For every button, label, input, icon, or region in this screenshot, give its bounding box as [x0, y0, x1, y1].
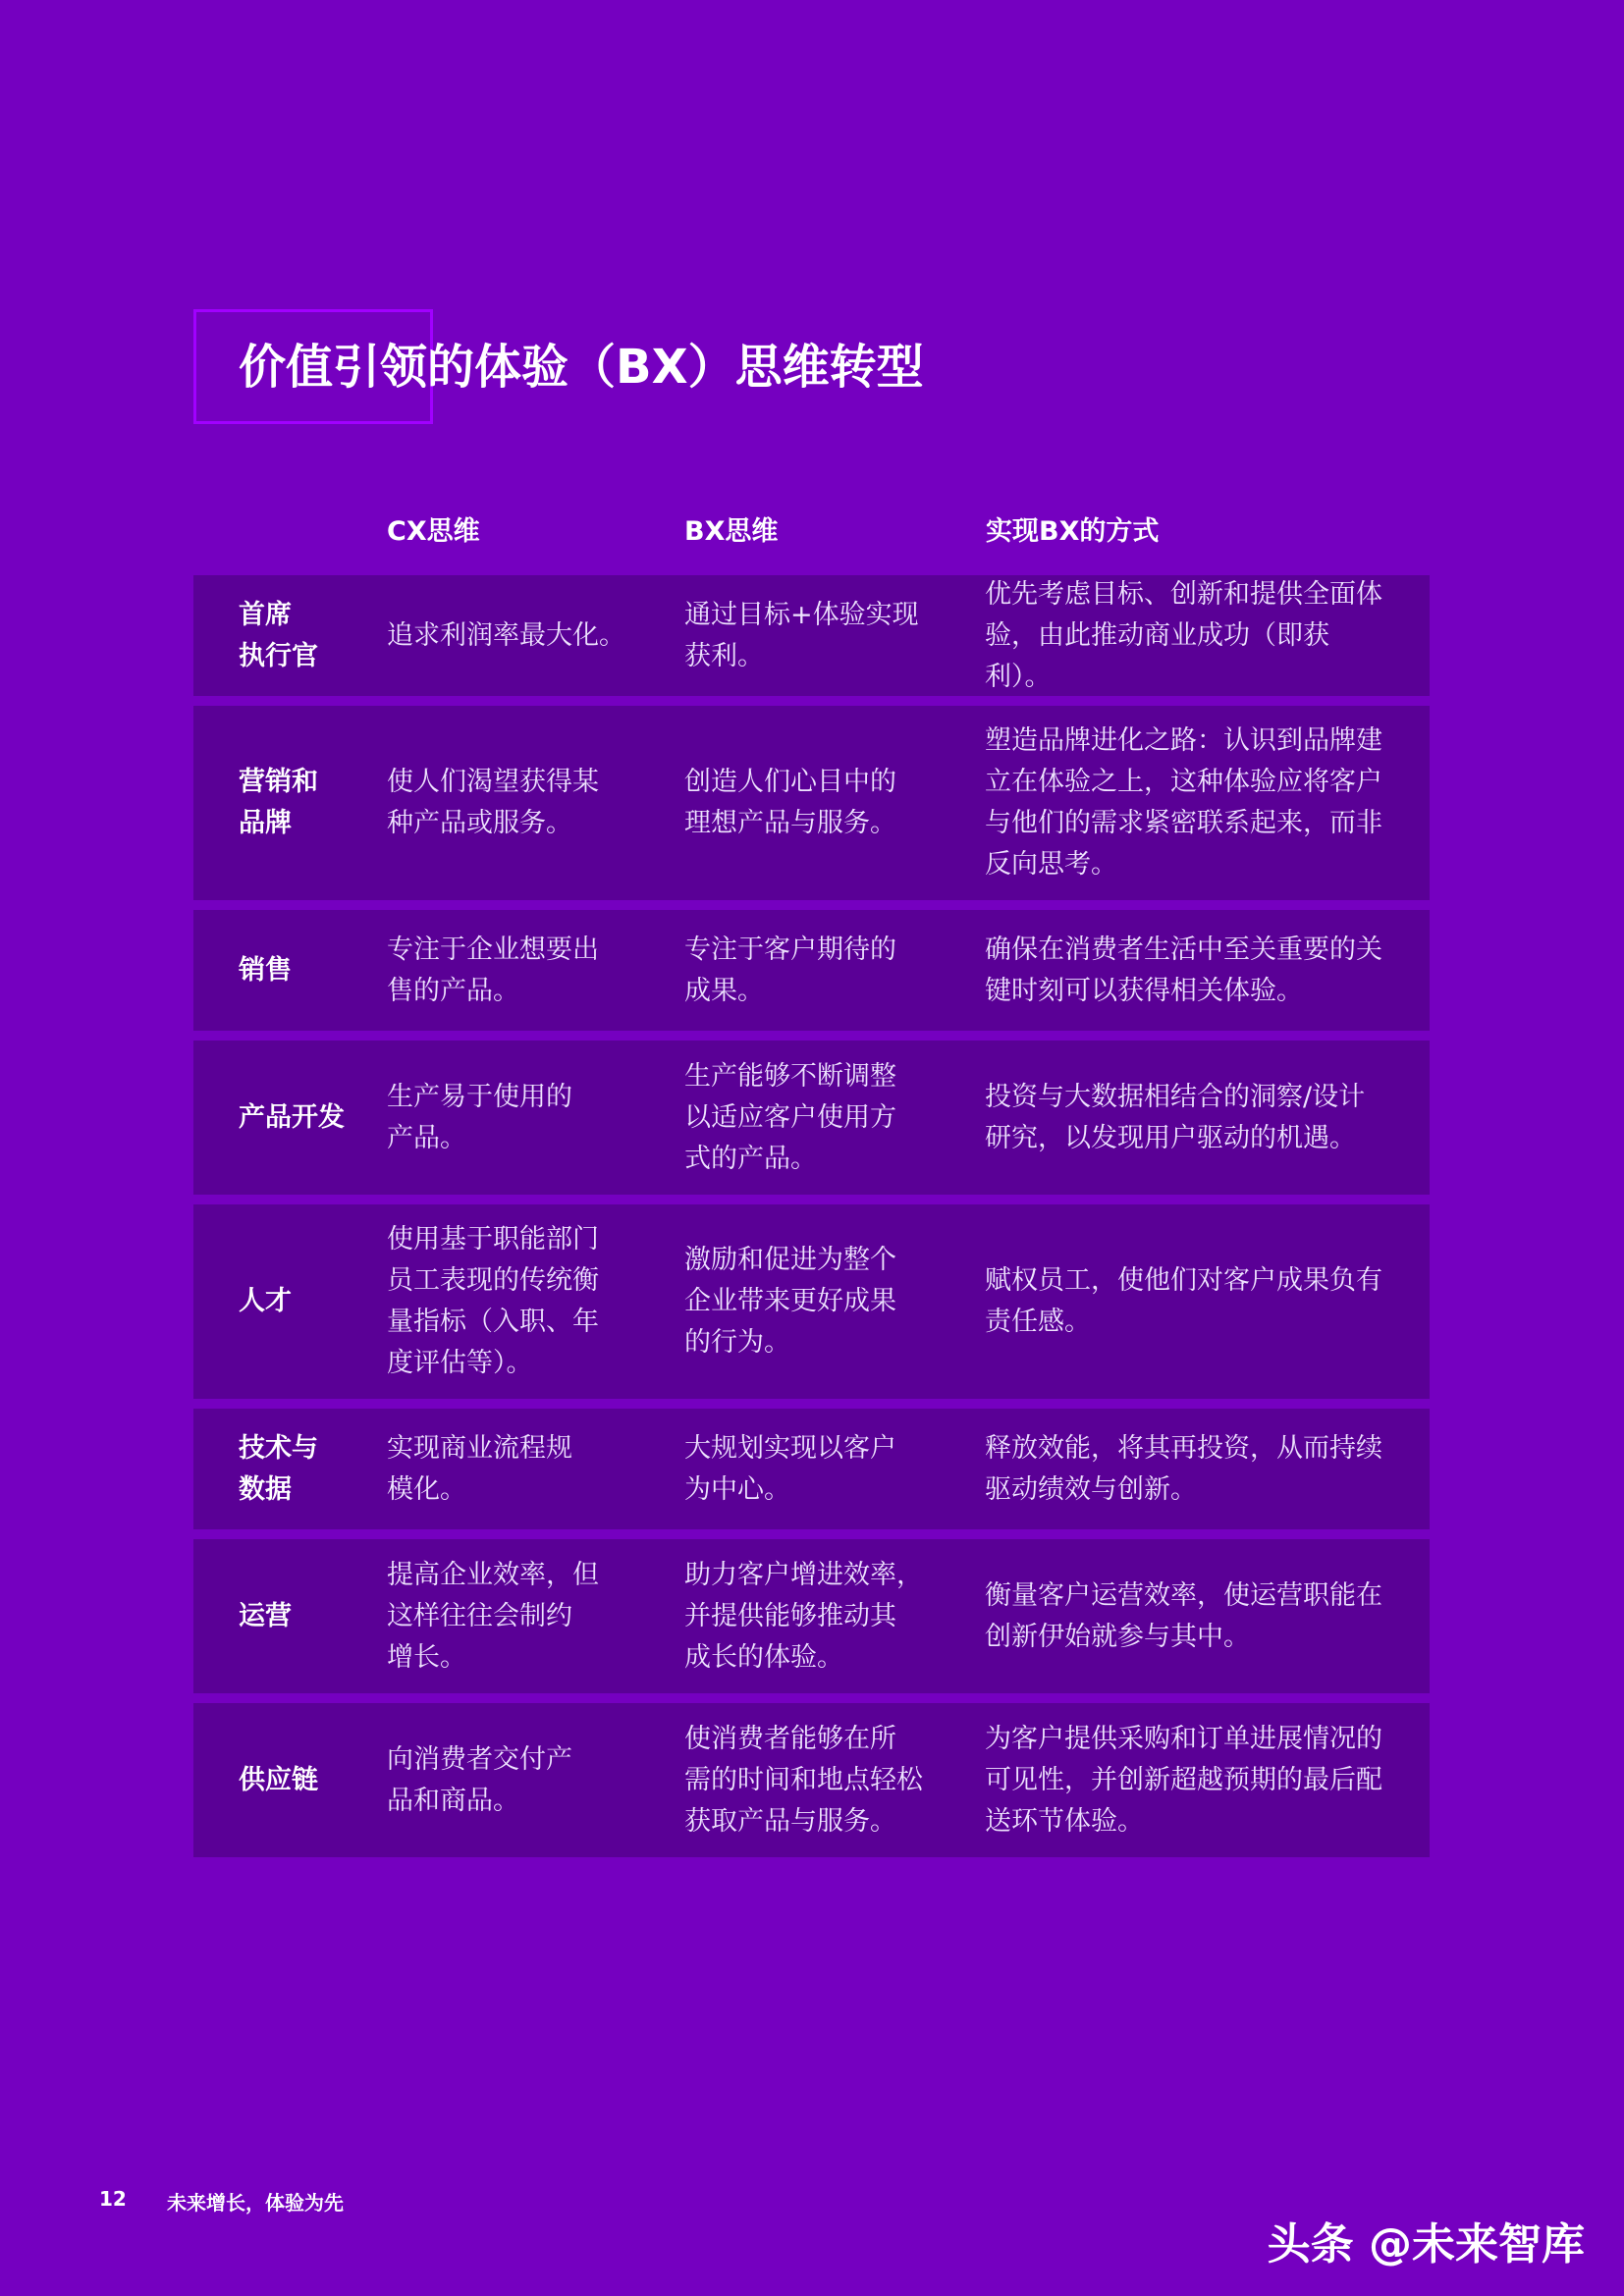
- bx-cell: 大规划实现以客户 为中心。: [684, 1432, 896, 1505]
- page-title: 价值引领的体验（BX）思维转型: [239, 340, 924, 395]
- table-row: [193, 1204, 1430, 1399]
- how-cell: 投资与大数据相结合的洞察/设计 研究，以发现用户驱动的机遇。: [985, 1081, 1366, 1153]
- how-cell: 赋权员工，使他们对客户成果负有 责任感。: [985, 1265, 1382, 1337]
- table-row: [193, 1539, 1430, 1693]
- page-number: 12: [99, 2187, 127, 2211]
- bx-cell: 专注于客户期待的 成果。: [684, 934, 896, 1006]
- cx-cell: 向消费者交付产 品和商品。: [387, 1743, 572, 1816]
- cx-cell: 使人们渴望获得某 种产品或服务。: [387, 767, 599, 838]
- bx-cell: 通过目标+体验实现 获利。: [684, 599, 919, 671]
- cx-cell: 专注于企业想要出 售的产品。: [387, 934, 599, 1006]
- row-label: 供应链: [239, 1764, 318, 1795]
- bx-cell: 生产能够不断调整 以适应客户使用方 式的产品。: [684, 1060, 896, 1174]
- table-row: [193, 1041, 1430, 1195]
- how-cell: 释放效能，将其再投资，从而持续 驱动绩效与创新。: [985, 1432, 1382, 1505]
- how-cell: 衡量客户运营效率，使运营职能在 创新伊始就参与其中。: [985, 1579, 1382, 1652]
- cx-cell: 追求利润率最大化。: [387, 619, 625, 651]
- how-cell: 为客户提供采购和订单进展情况的 可见性，并创新超越预期的最后配 送环节体验。: [985, 1723, 1382, 1837]
- bx-cell: 助力客户增进效率， 并提供能够推动其 成长的体验。: [684, 1559, 923, 1673]
- row-label: 首席 执行官: [239, 599, 318, 671]
- column-header-how: 实现BX的方式: [986, 516, 1160, 547]
- row-label: 技术与 数据: [239, 1432, 318, 1505]
- row-label: 销售: [239, 954, 292, 986]
- bx-cell: 激励和促进为整个 企业带来更好成果 的行为。: [684, 1245, 896, 1358]
- footer-doc-title: 未来增长，体验为先: [167, 2191, 344, 2215]
- cx-cell: 提高企业效率，但 这样往往会制约 增长。: [387, 1559, 599, 1673]
- row-label: 产品开发: [239, 1101, 345, 1133]
- bx-cell: 使消费者能够在所 需的时间和地点轻松 获取产品与服务。: [684, 1723, 923, 1837]
- cx-cell: 实现商业流程规 模化。: [387, 1432, 572, 1505]
- table-row: [193, 575, 1430, 696]
- table-row: [193, 910, 1430, 1031]
- table-row: [193, 1703, 1430, 1857]
- table-row: [193, 706, 1430, 900]
- row-label: 人才: [239, 1286, 292, 1316]
- how-cell: 优先考虑目标、创新和提供全面体 验，由此推动商业成功（即获利）。: [985, 578, 1382, 692]
- cx-cell: 使用基于职能部门 员工表现的传统衡 量指标（入职、年 度评估等）。: [387, 1224, 599, 1378]
- column-header-bx: BX思维: [684, 516, 779, 547]
- how-cell: 塑造品牌进化之路：认识到品牌建 立在体验之上，这种体验应将客户 与他们的需求紧密联系起来，而非 反向思考。: [985, 725, 1382, 880]
- table-row: [193, 1409, 1430, 1529]
- column-header-cx: CX思维: [387, 516, 480, 547]
- row-label: 营销和 品牌: [239, 767, 318, 838]
- comparison-table: [193, 575, 1430, 1867]
- bx-cell: 创造人们心目中的 理想产品与服务。: [684, 767, 896, 838]
- cx-cell: 生产易于使用的 产品。: [387, 1081, 572, 1153]
- how-cell: 确保在消费者生活中至关重要的关 键时刻可以获得相关体验。: [985, 934, 1382, 1006]
- watermark: 头条 @未来智库: [1267, 2219, 1585, 2269]
- row-label: 运营: [239, 1600, 292, 1631]
